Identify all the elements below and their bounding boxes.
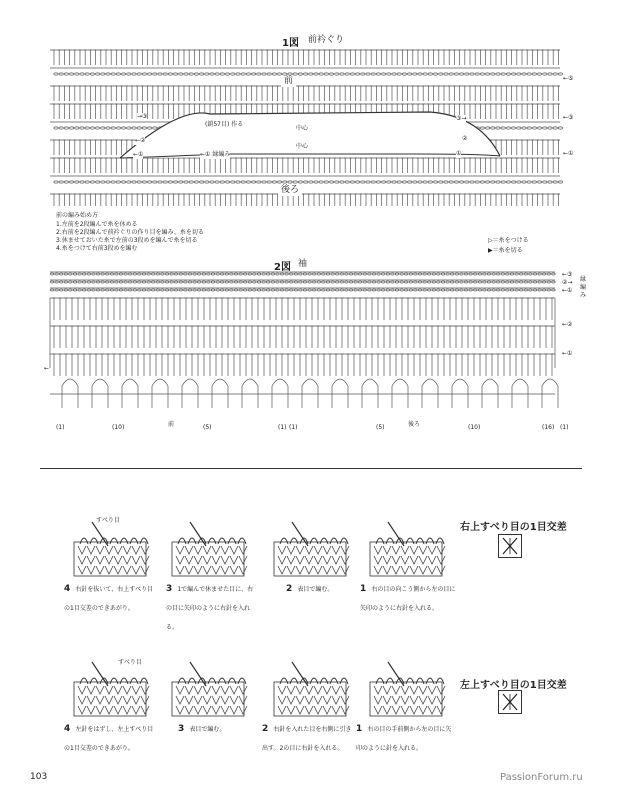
d2-label-5: (5): [203, 424, 212, 431]
diagram1-front-label: 前: [281, 76, 296, 87]
stitch-b-step3-num: 3: [178, 724, 185, 734]
stitch-a-step1-num: 1: [360, 584, 367, 594]
diagram1-center-mid: 中心: [296, 143, 309, 150]
stitch-a-step2-text: 表目で編む。: [297, 586, 334, 593]
stitch-a-title: 右上すべり目の1目交差: [460, 522, 567, 533]
stitch-b-step1-caption: [356, 716, 452, 754]
diagram2-edge-label: 縁編み: [580, 276, 587, 299]
d2-label-16: (16): [542, 424, 555, 431]
diagram2-marker-r3: ←③: [562, 271, 573, 278]
instruction-step-3: 3.休ませておいた糸で左前の3段めを編んで糸を切る: [56, 237, 198, 244]
diagram1-marker-r3: ←③: [563, 114, 574, 121]
d2-label-10b: (10): [468, 424, 481, 431]
knit-fabric-a4: [72, 520, 152, 580]
diagram1-row-note: ←① 縁編み: [200, 151, 231, 158]
stitch-b-step1-num: 1: [356, 724, 363, 734]
stitch-a-step4-text: 右針を抜いて、右上すべり目の1目交差のできあがり。: [64, 586, 154, 612]
stitch-a-step4-caption: [64, 576, 156, 614]
diagram1-marker-m1: ①: [456, 150, 462, 157]
stitch-a-step4-illustration: [72, 520, 152, 580]
diagram1-marker-l1: ←①: [133, 151, 144, 158]
stitch-a-step3-illustration: [170, 520, 250, 580]
stitch-a-step2-num: 2: [286, 584, 293, 594]
stitch-a-step3-caption: [166, 576, 258, 633]
diagram2-left-marker: ←: [44, 365, 50, 372]
stitch-b-step2-illustration: [272, 660, 352, 720]
stitch-b-step1-illustration: [368, 660, 448, 720]
d2-label-1d: (1): [560, 424, 569, 431]
knit-fabric-a3: [170, 520, 250, 580]
stitch-b-step3-caption: [178, 716, 258, 735]
knit-fabric-b1: [368, 660, 448, 720]
stitch-b-step4-text: 左針をはずし、左上すべり目の1目交差のできあがり。: [64, 726, 154, 752]
diagram1-marker-m3: ③→: [456, 115, 467, 122]
stitch-a-step1-text: 右の目の向こう側から左の目に矢印のように右針を入れる。: [360, 586, 456, 612]
stitch-a-step4-num: 4: [64, 584, 71, 594]
diagram1-stitch-note: (鎖57目) 作る: [205, 121, 244, 128]
stitch-a-slip-label: すべり目: [96, 517, 120, 524]
diagram1-marker-l2: ←②: [135, 137, 146, 144]
legend-cut: ▶＝糸を切る: [488, 247, 523, 254]
diagram1-marker-r5: ←⑤: [563, 75, 574, 82]
instruction-step-4: 4.糸をつけて右前3段めを編む: [56, 245, 138, 252]
diagram2-marker-r1b: ←①: [562, 350, 573, 357]
d2-label-back: 後ろ: [408, 421, 421, 428]
d2-label-front: 前: [168, 421, 175, 428]
diagram1-title: 1図: [282, 38, 299, 49]
diagram1-marker-r1: ←①: [563, 150, 574, 157]
stitch-a-step1-caption: [360, 576, 456, 614]
section-divider: [40, 468, 582, 469]
stitch-b-step4-caption: [64, 716, 156, 754]
d2-label-1: (1): [56, 424, 65, 431]
diagram2-subtitle: 袖: [298, 259, 308, 269]
stitch-b-step2-num: 2: [262, 724, 269, 734]
stitch-a-step3-text: 1で編んで休ませた目に、右の目に矢印のように右針を入れる。: [166, 586, 254, 631]
knit-fabric-b2: [272, 660, 352, 720]
d2-label-5b: (5): [376, 424, 385, 431]
watermark: PassionForum.ru: [500, 772, 583, 783]
stitch-b-step1-text: 右の目の手前側から左の目に矢印のように針を入れる。: [356, 726, 452, 752]
diagram1-subtitle: 前衿ぐり: [308, 35, 345, 45]
stitch-a-step2-illustration: [272, 520, 352, 580]
d2-label-10: (10): [112, 424, 125, 431]
stitch-a-step1-illustration: [368, 520, 448, 580]
stitch-a-symbol: [498, 534, 522, 558]
knit-fabric-a1: [368, 520, 448, 580]
instruction-step-1: 1.左前を2段編んで糸を休める: [56, 221, 138, 228]
instruction-step-2: 2.右前を2段編んで前衿ぐりの作り目を編み、糸を切る: [56, 229, 204, 236]
page-number: 103: [30, 772, 48, 782]
diagram1-center-top: 中心: [296, 125, 309, 132]
diagram1-marker-l3: →③: [137, 113, 148, 120]
diagram1-chart: [40, 46, 580, 206]
legend-attach: ▷＝糸をつける: [488, 237, 529, 244]
diagram2-chart: [40, 268, 573, 428]
d2-label-1b: (1): [278, 424, 287, 431]
knit-fabric-b4: [72, 660, 152, 720]
stitch-b-step2-text: 右針を入れた目を右側に引き出す。2の目に右針を入れる。: [262, 726, 352, 752]
stitch-b-slip-label: すべり目: [118, 659, 142, 666]
stitch-b-step3-text: 表目で編む。: [189, 726, 226, 733]
d2-label-1c: (1): [289, 424, 298, 431]
diagram2-marker-r1: ←①: [562, 287, 573, 294]
diagram1-back-label: 後ろ: [278, 185, 302, 196]
diagram1-marker-m2: ②: [462, 135, 468, 142]
diagram2-title: 2図: [274, 262, 291, 273]
stitch-b-step2-caption: [262, 716, 354, 754]
diagram2-marker-r2: ②→: [562, 279, 573, 286]
stitch-b-step4-illustration: [72, 660, 152, 720]
knit-fabric-b3: [170, 660, 250, 720]
stitch-a-step2-caption: [286, 576, 356, 595]
instructions-heading: 前の編み始め方: [56, 212, 99, 219]
stitch-b-step3-illustration: [170, 660, 250, 720]
diagram2-marker-r2b: ←②: [562, 321, 573, 328]
knit-fabric-a2: [272, 520, 352, 580]
stitch-b-title: 左上すべり目の1目交差: [460, 680, 567, 691]
stitch-b-step4-num: 4: [64, 724, 71, 734]
stitch-a-step3-num: 3: [166, 584, 173, 594]
stitch-b-symbol: [498, 690, 522, 714]
